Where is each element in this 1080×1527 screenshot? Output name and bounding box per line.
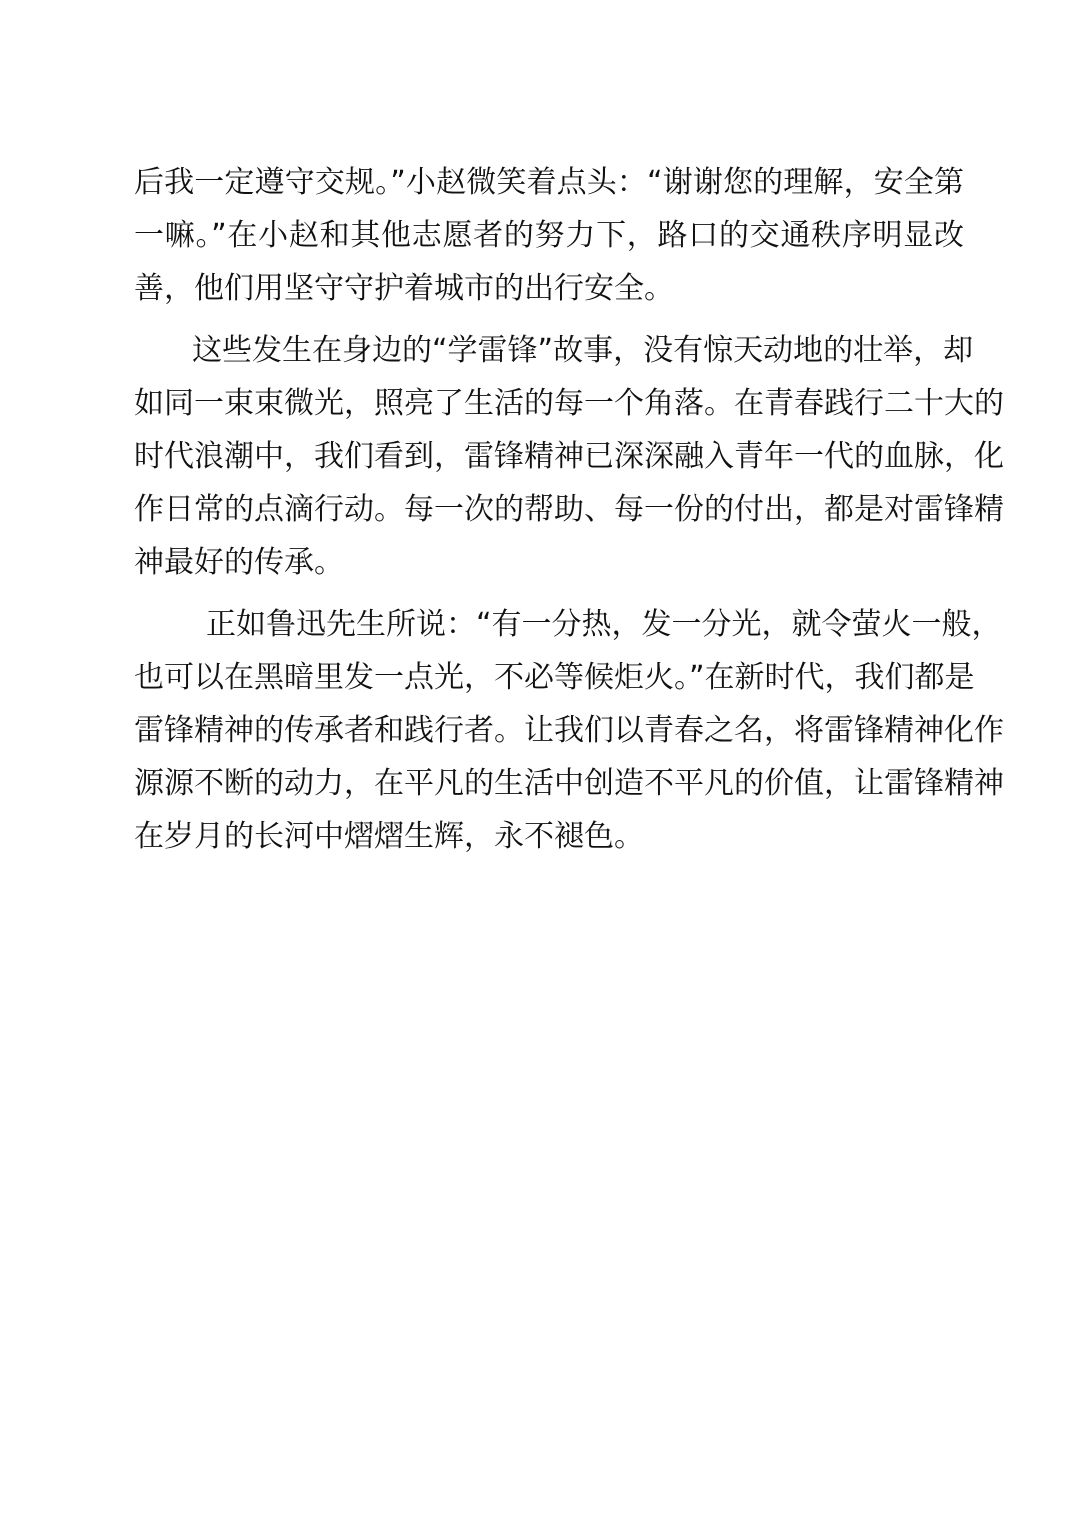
paragraph-gap [134, 315, 964, 324]
text-line: 作日常的点滴行动。每一次的帮助、每一份的付出，都是对雷锋精 [134, 492, 1004, 527]
text-line: 也可以在黑暗里发一点光，不必等候炬火。”在新时代，我们都是 [134, 660, 975, 695]
paragraph [134, 156, 964, 315]
text-line: 在岁月的长河中熠熠生辉，永不褪色。 [134, 819, 644, 854]
text-line: 源源不断的动力，在平凡的生活中创造不平凡的价值，让雷锋精神 [134, 766, 1004, 801]
paragraph [134, 598, 1004, 863]
text-line: 正如鲁迅先生所说：“有一分热，发一分光，就令萤火一般， [206, 607, 1002, 642]
text-line: 神最好的传承。 [134, 545, 344, 580]
paragraph-gap [134, 589, 964, 598]
text-line: 这些发生在身边的“学雷锋”故事，没有惊天动地的壮举，却 [192, 333, 974, 368]
text-line: 时代浪潮中，我们看到，雷锋精神已深深融入青年一代的血脉，化 [134, 439, 1004, 474]
article-body [134, 156, 1004, 863]
text-line: 雷锋精神的传承者和践行者。让我们以青春之名，将雷锋精神化作 [134, 713, 1004, 748]
paragraph [134, 324, 1004, 589]
text-line: 一嘛。”在小赵和其他志愿者的努力下，路口的交通秩序明显改 [134, 218, 964, 253]
text-line: 后我一定遵守交规。”小赵微笑着点头：“谢谢您的理解，安全第 [134, 165, 964, 200]
text-line: 善，他们用坚守守护着城市的出行安全。 [134, 271, 674, 306]
text-line: 如同一束束微光，照亮了生活的每一个角落。在青春践行二十大的 [134, 386, 1004, 421]
